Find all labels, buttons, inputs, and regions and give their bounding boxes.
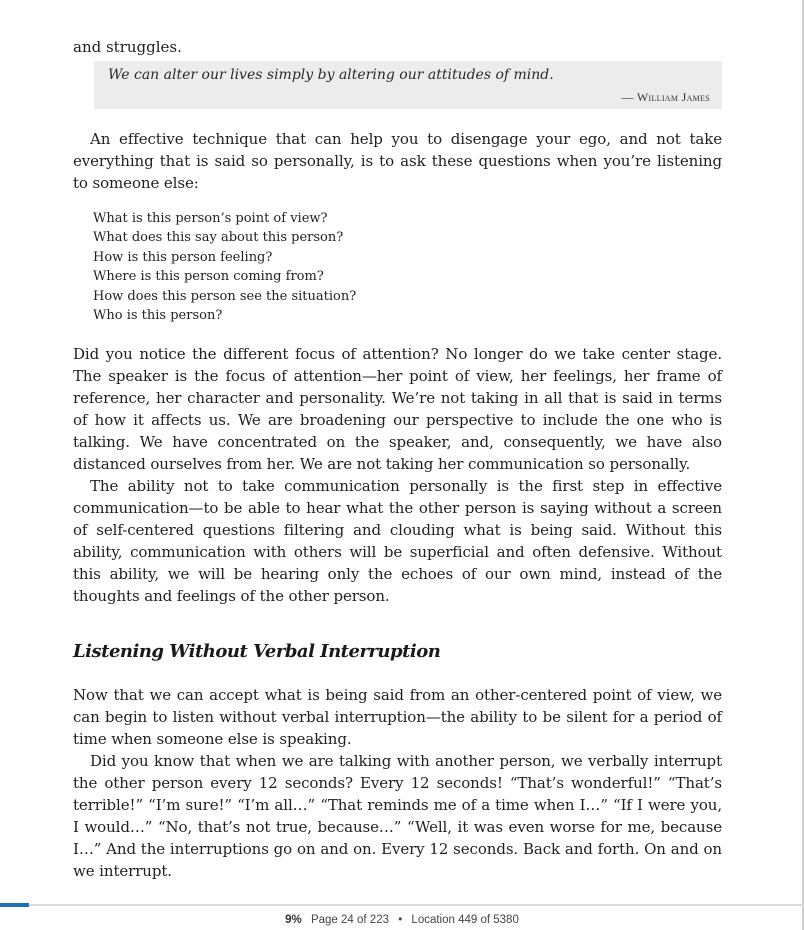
footer-separator: • bbox=[398, 914, 403, 926]
epigraph-box bbox=[94, 61, 722, 109]
paragraph-1: An effective technique that can help you to disengage your ego, and not take everything that is said so personally, is to ask these questions when you’re listening to someone else: bbox=[73, 130, 722, 192]
question-item: Who is this person? bbox=[93, 308, 223, 324]
reading-footer bbox=[0, 912, 804, 928]
paragraph-5: Did you know that when we are talking with another person, we verbally interrupt the other person every 12 seconds? Every 12 seconds! “That’s wonderful!” “That’s terrible!” “I’m sure!” “I’m all…” “That reminds me of a time when I…” “If I were you, I would…” “No, that’s not true, because…” “Well, it was even worse for me, because I…” And the interruptions go on and on. Every 12 seconds. Back and forth. On and on we interrupt. bbox=[73, 752, 722, 881]
paragraph-2: Did you notice the different focus of attention? No longer do we take center stage. The speaker is the focus of attention—her point of view, her feelings, her frame of reference, her character and personality. We’re not taking in all that is said in terms of how it affects us. We are broadening our perspective to include the one who is talking. We have concentrated on the speaker, and, consequently, we have also distanced ourselves from her. We are not taking her communication so personally. bbox=[73, 345, 722, 474]
question-item: Where is this person coming from? bbox=[93, 269, 324, 285]
location-indicator[interactable]: Location 449 of 5380 bbox=[411, 914, 519, 926]
page-indicator[interactable]: Page 24 of 223 bbox=[310, 914, 389, 926]
reading-page bbox=[73, 36, 722, 882]
question-list bbox=[93, 209, 722, 325]
section-heading: Listening Without Verbal Interruption bbox=[73, 641, 441, 663]
question-item: What is this person’s point of view? bbox=[93, 211, 328, 226]
question-item: How is this person feeling? bbox=[93, 249, 273, 265]
epigraph-text: We can alter our lives simply by altering our attitudes of mind. bbox=[108, 67, 554, 83]
progress-fill bbox=[0, 903, 29, 907]
paragraph-4: Now that we can accept what is being said from an other-centered point of view, we can begin to listen without verbal interruption—the ability to be silent for a period of time when someone else is speaking. bbox=[73, 686, 722, 749]
epigraph-author: — William James bbox=[621, 90, 710, 104]
opening-fragment: and struggles. bbox=[73, 38, 182, 56]
progress-track[interactable] bbox=[0, 904, 804, 906]
paragraph-3: The ability not to take communication personally is the first step in effective communication—to be able to hear what the other person is saying without a screen of self-centered questions filtering and clouding what is being said. Without this ability, communication with others will be superficial and often defensive. Without this ability, we will be hearing only the echoes of our own mind, instead of the thoughts and feelings of the other person. bbox=[73, 477, 722, 606]
question-item: How does this person see the situation? bbox=[93, 288, 357, 304]
question-item: What does this say about this person? bbox=[93, 230, 344, 246]
progress-percent: 9% bbox=[285, 914, 302, 926]
epigraph-attribution bbox=[108, 89, 710, 106]
